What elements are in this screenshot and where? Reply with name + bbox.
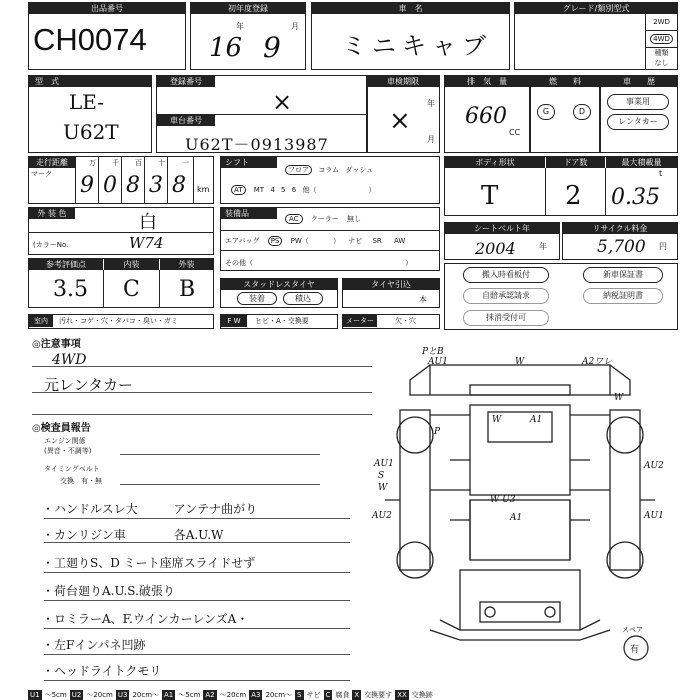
- reg-label: 登録番号: [157, 76, 215, 87]
- shift-floor: フロア: [285, 165, 312, 175]
- doc-warranty: 新車保証書: [583, 267, 663, 283]
- shift-box: [220, 156, 440, 204]
- color-value: 白: [139, 212, 157, 233]
- equipment-ps: PS: [268, 236, 283, 246]
- legend-u1-desc: ～5cm: [44, 691, 67, 699]
- spare-label: スペア: [622, 626, 643, 634]
- seatbelt-box: [444, 222, 560, 260]
- legend-a1: A1: [164, 691, 174, 699]
- report-line-4: ・荷台廻りA.U.S.破張り: [42, 584, 175, 598]
- shift-options: [285, 165, 373, 175]
- shift-mt: MT: [253, 186, 265, 194]
- shift-close: ）: [368, 186, 376, 194]
- capacity-unit: t: [659, 169, 663, 178]
- grades-box: [28, 258, 214, 308]
- drive-2wd: 2WD: [646, 14, 677, 31]
- legend-a2: A2: [205, 691, 215, 699]
- first-reg-year-label: 年: [236, 22, 244, 31]
- legend-s: S: [297, 691, 302, 699]
- displacement-label: 排 気 量: [445, 76, 529, 87]
- first-reg-month: 9: [263, 31, 281, 64]
- drive-4wd: 4WD: [650, 34, 673, 44]
- legend-a2-desc: ～20cm: [219, 691, 247, 699]
- mileage-label: 走行距離: [29, 157, 75, 168]
- eval-label: 参考評価点: [29, 259, 103, 270]
- use-label: 車 歴: [601, 76, 677, 87]
- first-reg-month-label: 月: [291, 22, 299, 31]
- mileage-digit-0: 9: [80, 173, 94, 198]
- legend-bar: [28, 690, 678, 700]
- mileage-box: [28, 156, 214, 204]
- shift-6: 6: [291, 186, 297, 194]
- color-box: [28, 207, 214, 255]
- meter-row: [342, 314, 440, 329]
- legend-u1: U1: [30, 691, 40, 699]
- diagram-label-au1-left: AU1: [374, 459, 394, 469]
- meter-label: メーター: [343, 315, 377, 327]
- registration-box: [156, 75, 368, 153]
- displacement-value: 660: [465, 104, 507, 129]
- inspection-mark: ×: [389, 106, 411, 136]
- doc-tax: 納税証明書: [583, 288, 663, 304]
- car-name: ミニキャブ: [342, 32, 492, 60]
- drive-column: [645, 14, 677, 69]
- tire-label: タイヤ引込: [343, 279, 439, 290]
- equipment-airbag: エアバッグ: [225, 237, 260, 245]
- legend-u2: U2: [71, 691, 82, 699]
- fw-row: [220, 314, 338, 329]
- recycle-value: 5,700: [597, 237, 646, 257]
- mileage-unit-2: 百: [135, 159, 142, 167]
- spare-tire: [622, 626, 648, 660]
- mileage-digit-2: 8: [126, 173, 140, 198]
- drive-na-1: 種類: [654, 49, 669, 57]
- equipment-ac: AC: [285, 214, 303, 224]
- first-reg-year: 16: [209, 33, 243, 63]
- docs-box: [444, 263, 678, 330]
- shift-types: [231, 185, 376, 195]
- diagram-label-s: S: [378, 471, 385, 481]
- diagram-label-a1-cab: A1: [530, 415, 543, 425]
- legend-x: X: [354, 691, 360, 699]
- equipment-label: 装備品: [221, 208, 277, 219]
- doors-label: ドア数: [545, 157, 605, 168]
- diagram-label-p: P: [434, 427, 441, 437]
- studless-label: スタッドレスタイヤ: [221, 279, 337, 290]
- mileage-km: km: [197, 185, 210, 194]
- diagram-label-w-top: W: [515, 357, 525, 367]
- timing-label: タイミングベルト: [44, 465, 100, 473]
- lot-box: [28, 2, 186, 70]
- diagram-label-a1-mid: A1: [510, 513, 523, 523]
- drive-na-2: なし: [654, 59, 669, 67]
- mileage-digit-1: 0: [103, 173, 117, 198]
- doc-signboard: 搬入時看板付: [463, 267, 549, 283]
- spare-mark: 有: [630, 645, 640, 655]
- fuel-gasoline: G: [537, 104, 555, 120]
- car-name-box: [311, 2, 510, 70]
- exterior-grade: B: [179, 277, 196, 302]
- inspection-year-label: 年: [427, 99, 435, 108]
- equipment-none: 無し: [347, 215, 362, 223]
- legend-a3: A3: [251, 691, 261, 699]
- fuel-label: 燃 料: [531, 76, 599, 87]
- exterior-grade-label: 外装: [159, 259, 213, 270]
- legend-xx-desc: 交換跡: [411, 691, 433, 699]
- report-line-5: ・ロミラーA、F.ウインカーレンズA・: [42, 612, 249, 626]
- studless-loaded: 積込: [283, 292, 323, 305]
- mileage-digit-3: 3: [149, 173, 163, 198]
- mileage-digits: [75, 157, 193, 203]
- diagram-label-wu3: W U3: [490, 495, 516, 505]
- equipment-sr: SR: [372, 237, 382, 245]
- model-code: U62T: [63, 120, 119, 144]
- first-reg-box: [190, 2, 306, 70]
- seatbelt-year: 2004: [475, 239, 516, 258]
- use-business: 事業用: [607, 94, 669, 110]
- equipment-cooler: クーラー: [310, 215, 339, 223]
- report-line-7: ・ヘッドライトクモリ: [42, 664, 162, 678]
- mileage-mark: マーク: [31, 170, 52, 178]
- equipment-pw: PW（: [290, 237, 309, 245]
- doc-cancel: 抹消受付可: [463, 310, 549, 326]
- legend-a3-desc: 20cm～: [265, 691, 293, 699]
- doc-insurance: 自賠承認請求: [463, 288, 549, 304]
- report-line-2: ・カンリジン車 各A.U.W: [42, 528, 224, 542]
- engine-sub: (異音・不調等): [44, 447, 92, 455]
- equipment-other-row: [225, 258, 412, 268]
- legend-u3: U3: [117, 691, 128, 699]
- meter-text: 欠・穴: [395, 317, 416, 325]
- equipment-options: [285, 214, 361, 224]
- drive-4wd-cell: [646, 31, 677, 48]
- body-value: T: [481, 181, 499, 211]
- timing-sub: 交換 有・無: [60, 477, 102, 485]
- equipment-navi: ナビ: [348, 237, 363, 245]
- mileage-digit-4: 8: [172, 173, 186, 198]
- shift-at: AT: [231, 185, 246, 195]
- diagram-label-au2-left: AU2: [372, 511, 392, 521]
- equipment-other: その他（: [225, 259, 253, 267]
- shift-dash: ダッシュ: [345, 166, 374, 174]
- studless-box: [220, 278, 338, 308]
- legend-u3-desc: 20cm～: [132, 691, 160, 699]
- engine-label: エンジン関係: [44, 437, 86, 445]
- interior-row: [28, 314, 214, 329]
- caution-title: ◎注意事項: [32, 339, 81, 350]
- grade-box: [514, 2, 678, 70]
- use-box: [600, 75, 678, 153]
- recycle-box: [562, 222, 678, 260]
- caution-line-1: 4WD: [52, 352, 87, 368]
- legend-x-desc: 交換要す: [364, 691, 393, 699]
- diagram-label-au1-top: AU1: [428, 357, 448, 367]
- mileage-unit-3: 十: [158, 159, 165, 167]
- model-label: 型 式: [29, 76, 151, 87]
- legend-a1-desc: ～5cm: [178, 691, 201, 699]
- lot-number: CH0074: [33, 22, 147, 57]
- car-body-diagram: [370, 340, 680, 670]
- equipment-row2: [225, 236, 405, 246]
- interior-grade-label: 内装: [103, 259, 159, 270]
- fw-text: ヒビ・A・交換要: [255, 317, 309, 325]
- diagram-label-w-cab: W: [492, 415, 502, 425]
- inspection-month-label: 月: [427, 135, 435, 144]
- capacity-value: 0.35: [611, 185, 660, 210]
- shift-5: 5: [281, 186, 286, 194]
- diagram-label-w-right: W: [614, 393, 624, 403]
- caution-line-2: 元レンタカー: [44, 376, 134, 394]
- report-line-1: ・ハンドルスレ大 アンテナ曲がり: [42, 502, 258, 516]
- equipment-pw-close: ）: [332, 237, 340, 245]
- legend-u2-desc: ～20cm: [86, 691, 113, 699]
- color-code: W74: [129, 234, 164, 252]
- diagram-label-pb: PとB: [422, 347, 444, 357]
- fuel-box: [530, 75, 600, 153]
- shift-other: 他（: [302, 186, 317, 194]
- use-rental: レンタカー: [607, 114, 669, 130]
- interior-row-label: 室内: [29, 315, 53, 327]
- diagram-label-w-left: W: [378, 483, 388, 493]
- equipment-box: [220, 207, 440, 271]
- inspector-title: ◎検査員報告: [32, 423, 91, 434]
- diagram-label-a2: A2ワレ: [582, 357, 613, 367]
- color-code-label: (カラーNo.: [33, 241, 69, 249]
- equipment-other-close: ）: [405, 259, 413, 267]
- legend-c: C: [325, 691, 331, 699]
- legend-s-desc: サビ: [306, 691, 321, 699]
- mileage-unit-0: 万: [89, 159, 96, 167]
- studless-mounted: 装着: [237, 292, 277, 305]
- fw-label: F W: [221, 315, 247, 327]
- mileage-unit-1: 千: [112, 159, 119, 167]
- recycle-unit: 円: [659, 242, 667, 251]
- inspection-box: [366, 75, 440, 153]
- mileage-unit-4: 一: [182, 159, 189, 167]
- displacement-box: [444, 75, 530, 153]
- doors-value: 2: [565, 181, 582, 211]
- lot-label: 出品番号: [29, 3, 185, 14]
- tire-unit: 本: [419, 295, 427, 304]
- equipment-aw: AW: [394, 237, 406, 245]
- report-line-6: ・左Fインパネ凹跡: [42, 638, 146, 652]
- grade-label: グレード/類別型式: [515, 3, 677, 14]
- displacement-unit: CC: [509, 128, 521, 137]
- interior-grade: C: [123, 277, 140, 302]
- chassis-label: 車台番号: [157, 115, 215, 126]
- first-reg-label: 初年度登録: [191, 3, 305, 14]
- color-label: 外 装 色: [29, 208, 75, 219]
- legend-c-desc: 腐食: [335, 691, 350, 699]
- interior-row-text: 汚れ・コゲ・穴・タバコ・臭い・ガミ: [59, 317, 178, 325]
- seatbelt-unit: 年: [539, 242, 547, 251]
- legend-xx: XX: [397, 691, 407, 699]
- reg-mark: ×: [272, 88, 293, 116]
- chassis-number: U62T－0913987: [185, 135, 329, 154]
- recycle-label: リサイクル料金: [563, 223, 677, 234]
- diagram-label-au2-right: AU2: [644, 461, 664, 471]
- eval-score: 3.5: [53, 277, 88, 302]
- fuel-diesel: D: [573, 104, 591, 120]
- diagram-label-au1-right: AU1: [644, 511, 664, 521]
- shift-column: コラム: [318, 166, 340, 174]
- shift-label: シフト: [221, 157, 277, 168]
- body-label: ボディ形状: [445, 157, 545, 168]
- capacity-label: 最大積載量: [605, 157, 677, 168]
- model-box: [28, 75, 152, 153]
- inspection-label: 車検期限: [367, 76, 439, 87]
- tire-box: [342, 278, 440, 308]
- body-box: [444, 156, 678, 216]
- seatbelt-label: シートベルト年: [445, 223, 559, 234]
- report-line-3: ・工廻りS、D ミート座席スライドせず: [42, 556, 256, 570]
- shift-4: 4: [270, 186, 275, 194]
- car-name-label: 車 名: [312, 3, 509, 14]
- model-prefix: LE-: [69, 90, 105, 114]
